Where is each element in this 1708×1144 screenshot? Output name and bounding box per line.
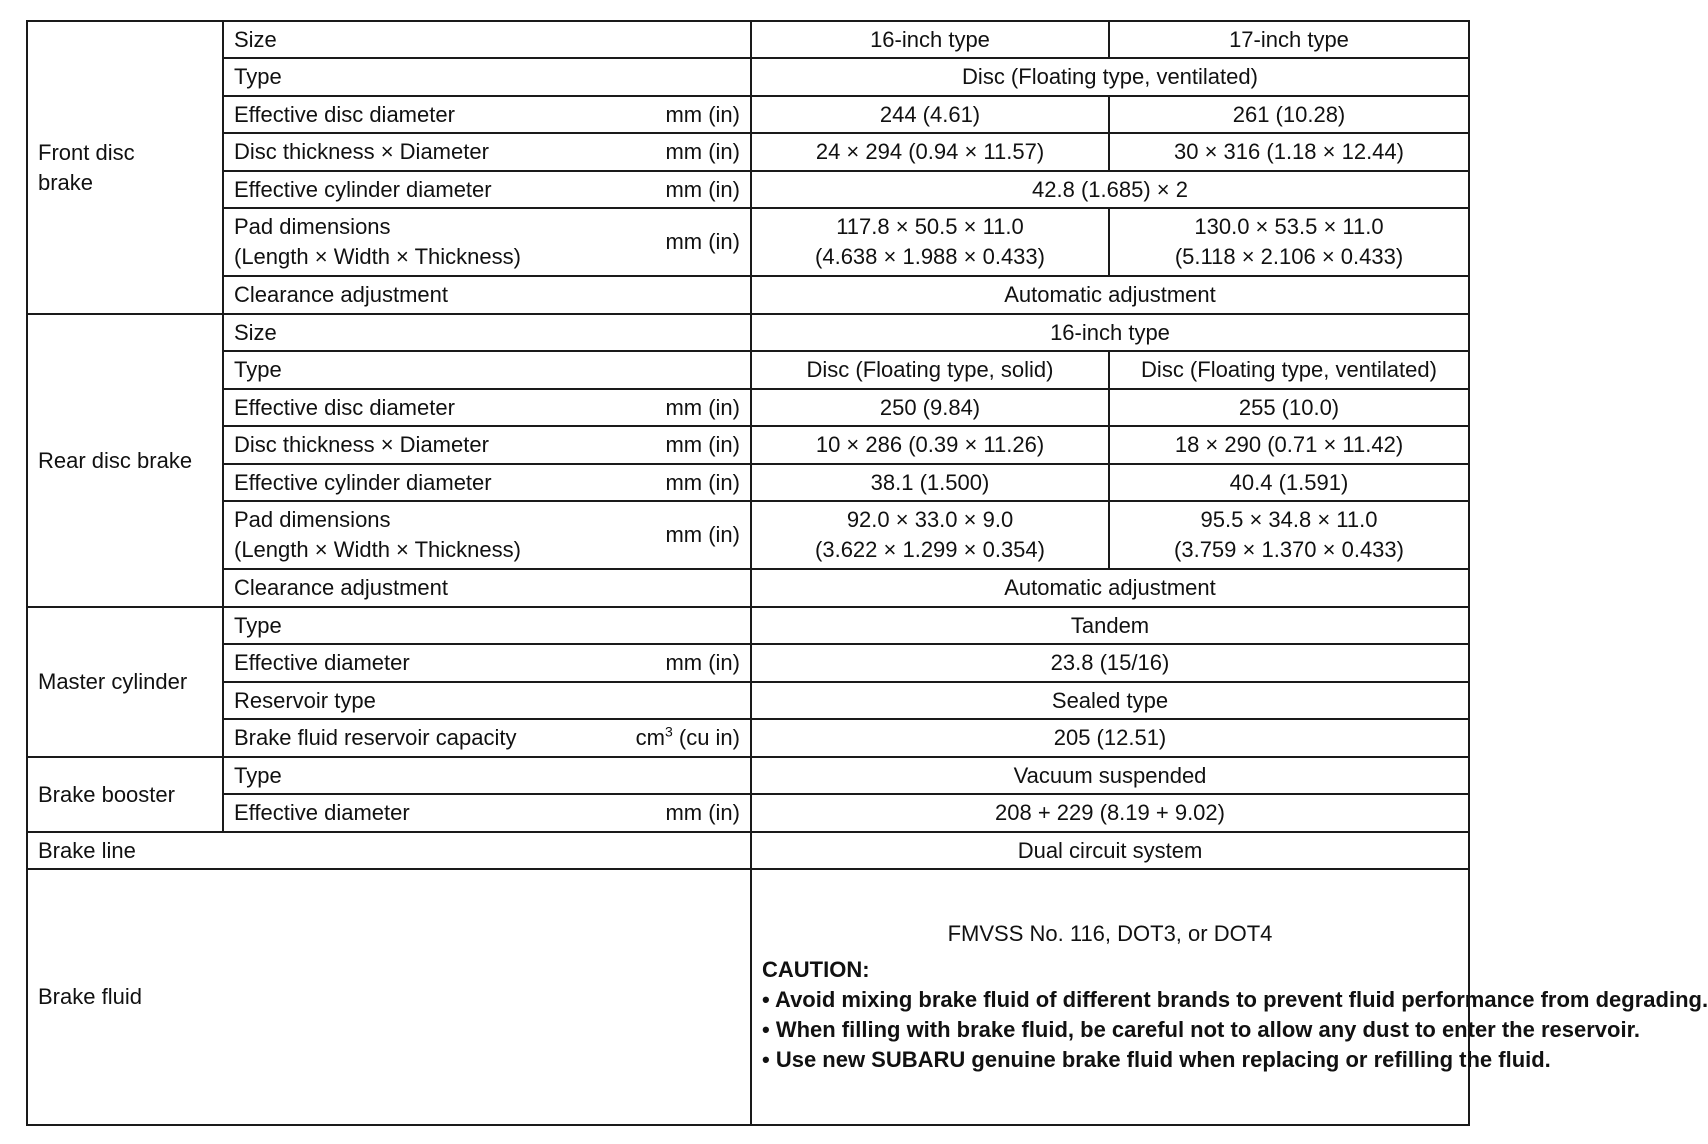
master-effective-diameter-row <box>27 644 1469 682</box>
booster-type-row <box>27 757 1469 794</box>
label-text: Effective diameter <box>234 650 410 675</box>
unit-text: mm (in) <box>665 229 740 254</box>
row-label <box>223 464 751 501</box>
caution-item: • Avoid mixing brake fluid of different brands to prevent fluid performance from degrading. <box>762 987 1708 1012</box>
unit-text: mm (in) <box>665 139 740 164</box>
column-header-16-inch: 16-inch type <box>751 21 1109 58</box>
cell-value: 40.4 (1.591) <box>1109 464 1469 501</box>
label-text: Effective disc diameter <box>234 394 455 420</box>
cell-value: Sealed type <box>751 682 1469 719</box>
cell-value <box>751 501 1109 569</box>
label-text: Disc thickness × Diameter <box>234 432 489 457</box>
caution-item: • When filling with brake fluid, be careful not to allow any dust to enter the reservoir. <box>762 1017 1641 1042</box>
cell-value: 244 (4.61) <box>751 96 1109 133</box>
cell-value: 205 (12.51) <box>751 719 1469 757</box>
row-label: Clearance adjustment <box>223 569 751 607</box>
cell-value: 10 × 286 (0.39 × 11.26) <box>751 426 1109 464</box>
brake-fluid-row <box>27 869 1469 1125</box>
unit-text: mm (in) <box>665 800 740 825</box>
row-label <box>223 719 751 757</box>
row-label: Size <box>223 314 751 351</box>
category-line: brake <box>38 169 94 195</box>
front-effective-cylinder-row <box>27 171 1469 208</box>
value-line: (3.622 × 1.299 × 0.354) <box>815 537 1045 562</box>
label-text: (Length × Width × Thickness) <box>234 537 521 562</box>
category-line: Front disc <box>38 139 135 165</box>
cell-value: Tandem <box>751 607 1469 644</box>
unit-text: mm (in) <box>665 176 740 202</box>
row-label: Clearance adjustment <box>223 276 751 314</box>
cell-value: 208 + 229 (8.19 + 9.02) <box>751 794 1469 832</box>
row-label <box>223 644 751 682</box>
unit-text: mm (in) <box>665 432 740 457</box>
unit-text: $cm^3$ (cu in) <box>635 723 740 750</box>
row-label <box>223 426 751 464</box>
label-text: Effective cylinder diameter <box>234 176 492 202</box>
label-text: Brake fluid reservoir capacity <box>234 725 517 750</box>
value-line: (3.759 × 1.370 × 0.433) <box>1174 537 1404 562</box>
front-size-row <box>27 21 1469 58</box>
unit-text: mm (in) <box>665 522 740 547</box>
row-label <box>223 389 751 426</box>
rear-effective-cylinder-row <box>27 464 1469 501</box>
rear-pad-dimensions-row <box>27 501 1469 569</box>
master-cylinder-category: Master cylinder <box>27 607 223 757</box>
cell-value: 23.8 (15/16) <box>751 644 1469 682</box>
rear-effective-disc-row <box>27 389 1469 426</box>
cell-value: 30 × 316 (1.18 × 12.44) <box>1109 133 1469 171</box>
cell-value: 261 (10.28) <box>1109 96 1469 133</box>
column-header-17-inch: 17-inch type <box>1109 21 1469 58</box>
label-text: Pad dimensions <box>234 507 391 532</box>
cell-value <box>1109 208 1469 276</box>
front-disc-brake-category <box>27 21 223 314</box>
label-text: Disc thickness × Diameter <box>234 139 489 164</box>
spec-table-container <box>26 20 1708 1126</box>
value-line: 95.5 × 34.8 × 11.0 <box>1200 507 1378 532</box>
cell-value: Automatic adjustment <box>751 569 1469 607</box>
rear-disc-brake-category: Rear disc brake <box>27 314 223 607</box>
cell-value: 42.8 (1.685) × 2 <box>751 171 1469 208</box>
cell-value: Disc (Floating type, ventilated) <box>751 58 1469 96</box>
value-line: 92.0 × 33.0 × 9.0 <box>846 507 1014 532</box>
brake-fluid-cell <box>751 869 1708 1125</box>
cell-value: 38.1 (1.500) <box>751 464 1109 501</box>
value-line: (4.638 × 1.988 × 0.433) <box>815 244 1045 269</box>
cell-value: 16-inch type <box>751 314 1469 351</box>
label-text: Effective cylinder diameter <box>234 469 492 495</box>
cell-value: Disc (Floating type, ventilated) <box>1109 351 1469 389</box>
cell-value: Vacuum suspended <box>751 757 1469 794</box>
cell-value <box>751 208 1109 276</box>
brake-specifications-table <box>26 20 1708 1126</box>
row-label <box>223 794 751 832</box>
value-line: 117.8 × 50.5 × 11.0 <box>836 214 1024 239</box>
unit-text: mm (in) <box>665 469 740 495</box>
fluid-standard: FMVSS No. 116, DOT3, or DOT4 <box>947 921 1273 946</box>
cell-value: Automatic adjustment <box>751 276 1469 314</box>
cell-value: 250 (9.84) <box>751 389 1109 426</box>
front-clearance-row <box>27 276 1469 314</box>
brake-line-category: Brake line <box>27 832 751 869</box>
row-label: Type <box>223 351 751 389</box>
rear-type-row <box>27 351 1469 389</box>
unit-text: mm (in) <box>665 650 740 675</box>
front-type-row <box>27 58 1469 96</box>
rear-size-row <box>27 314 1469 351</box>
unit-text: mm (in) <box>665 394 740 420</box>
row-label <box>223 171 751 208</box>
row-label: Size <box>223 21 751 58</box>
booster-effective-diameter-row <box>27 794 1469 832</box>
master-reservoir-type-row <box>27 682 1469 719</box>
label-text: Pad dimensions <box>234 214 391 239</box>
row-label: Type <box>223 757 751 794</box>
master-type-row <box>27 607 1469 644</box>
front-disc-thickness-row <box>27 133 1469 171</box>
brake-line-row <box>27 832 1469 869</box>
row-label <box>223 96 751 133</box>
row-label: Reservoir type <box>223 682 751 719</box>
row-label <box>223 208 751 276</box>
row-label: Type <box>223 607 751 644</box>
cell-value <box>1109 501 1469 569</box>
label-text: Effective diameter <box>234 800 410 825</box>
front-effective-disc-row <box>27 96 1469 133</box>
brake-fluid-category: Brake fluid <box>27 869 751 1125</box>
cell-value: 24 × 294 (0.94 × 11.57) <box>751 133 1109 171</box>
brake-booster-category: Brake booster <box>27 757 223 832</box>
cell-value: 255 (10.0) <box>1109 389 1469 426</box>
master-capacity-row <box>27 719 1469 757</box>
label-text: (Length × Width × Thickness) <box>234 244 521 269</box>
cell-value: Disc (Floating type, solid) <box>751 351 1109 389</box>
row-label <box>223 501 751 569</box>
rear-disc-thickness-row <box>27 426 1469 464</box>
row-label: Type <box>223 58 751 96</box>
row-label <box>223 133 751 171</box>
front-pad-dimensions-row <box>27 208 1469 276</box>
value-line: (5.118 × 2.106 × 0.433) <box>1174 244 1404 269</box>
label-text: Effective disc diameter <box>234 101 455 127</box>
cell-value: 18 × 290 (0.71 × 11.42) <box>1109 426 1469 464</box>
value-line: 130.0 × 53.5 × 11.0 <box>1194 214 1384 239</box>
unit-text: mm (in) <box>665 101 740 127</box>
caution-item: • Use new SUBARU genuine brake fluid when replacing or refilling the fluid. <box>762 1047 1551 1072</box>
rear-clearance-row <box>27 569 1469 607</box>
cell-value: Dual circuit system <box>751 832 1469 869</box>
caution-title: CAUTION: <box>762 957 870 982</box>
